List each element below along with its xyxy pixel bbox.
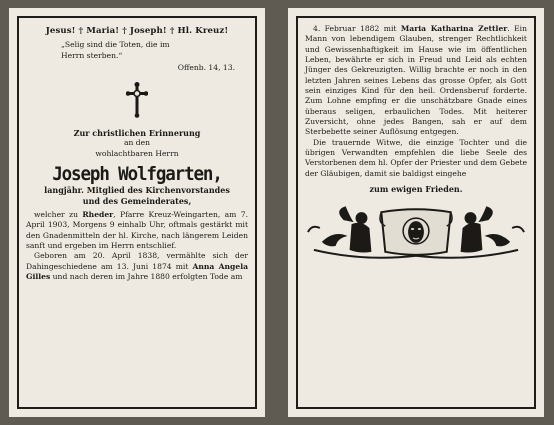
birthplace: Rheder: [82, 210, 114, 219]
memorial-heading: Zur christlichen Erinnerung: [73, 128, 201, 138]
right-p1-pre: 4. Februar 1882 mit: [313, 24, 401, 33]
biography-paragraph-2: [25, 251, 249, 282]
left-page-border: [17, 16, 257, 409]
quote-line-2: Herrn sterben.“: [61, 50, 123, 60]
cross-icon: [25, 82, 249, 118]
left-page-content: [25, 24, 249, 401]
bio-p2-pre: Geboren am 20. April 1838, vermählte sich der Dahingeschiedene am 13. Juni 1874 mit: [26, 251, 248, 271]
biography-continuation: [304, 24, 528, 138]
prayer-card-right-page: [288, 8, 544, 417]
veil-of-veronica-angels-icon: [304, 202, 528, 264]
first-spouse: Anna Angela Gilles: [26, 261, 248, 282]
memorial-line-3: wohlachtbaren Herrn: [95, 148, 179, 158]
office-line-2: und des Gemeinderates,: [82, 195, 192, 206]
memorial-line-2: an den: [123, 138, 151, 147]
bible-quote: [25, 40, 249, 61]
biography-paragraph-1: [25, 210, 249, 251]
bio-p2-post: und nach deren im Jahre 1880 erfolgten Tode am: [50, 272, 243, 282]
quote-line-1: „Selig sind die Toten, die im: [61, 40, 170, 49]
right-page-border: [296, 16, 536, 409]
closing-phrase: zum ewigen Frieden.: [369, 184, 463, 195]
office-line-1: langjähr. Mitglied des Kirchenvorstandes: [44, 185, 230, 195]
right-p1-post: . Ein Mann von lebendigem Glauben, strenger Rechtlichkeit und Gewissenhaftigkeit im Hause wie im öffentlichen Leben, bewährte er sich in Freud und Leid als echten Jünger des Gekreuzigten. Willig brachte er noch in den letzten Jahren seines Lebens das grosse Opfer, als Gott sein einziges Kind für den heil. Ordensberuf forderte. Zum Lohne empfing er die unschätzbare Gnade eines überaus seligen, erbaulichen Todes. Mit heiterer Zuversicht, ohne jedes Bangen, sah er auf dem Sterbebette seiner Auflösung entgegen.: [305, 24, 527, 137]
right-page-content: [304, 24, 528, 401]
bio-p1-pre: welcher zu: [34, 210, 83, 219]
invocation-header: Jesus! † Maria! † Joseph! † Hl. Kreuz!: [45, 26, 229, 36]
deceased-name: Joseph Wolfgarten,: [52, 163, 222, 185]
quote-reference: Offenb. 14, 13.: [177, 63, 235, 72]
prayer-card-left-page: [9, 8, 265, 417]
family-paragraph: Die trauernde Witwe, die einzige Tochter und die übrigen Verwandten empfehlen die liebe Seele des Verstorbenen dem hl. Opfer der Priester und dem Gebete der Gläubigen, damit sie baldigst eingehe: [305, 137, 527, 178]
second-spouse: Maria Katharina Zettler: [400, 24, 508, 33]
bio-p1-post: , Pfarre Kreuz-Weingarten, am 7. April 1903, Morgens 9 einhalb Uhr, oftmals gestärkt mit den Gnadenmitteln der hl. Kirche, nach längerem Leiden sanft und ergeben im Herrn entschlief.: [26, 210, 248, 251]
